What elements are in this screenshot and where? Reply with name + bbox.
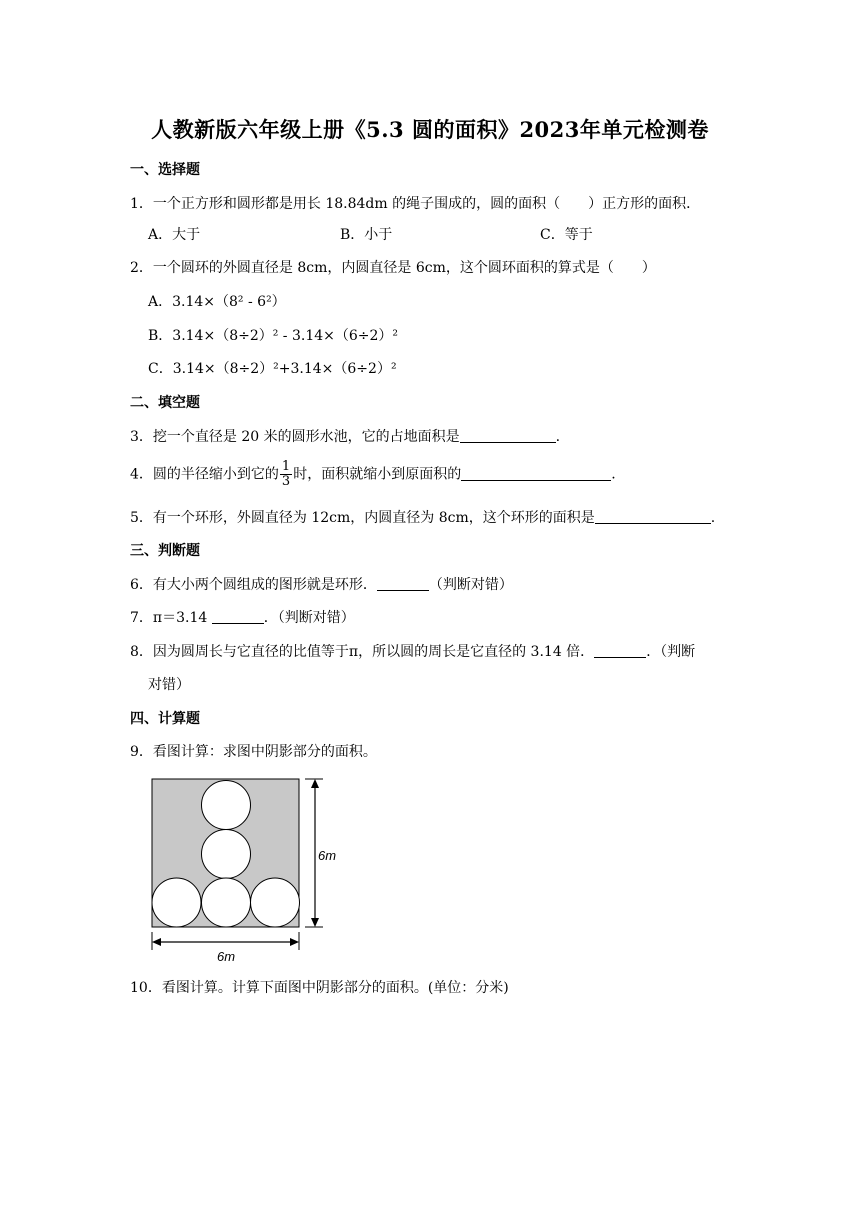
q1-option-a: A．大于 <box>148 227 201 243</box>
answer-blank[interactable] <box>212 609 264 624</box>
circle-middle <box>202 830 251 879</box>
answer-blank[interactable] <box>377 576 429 591</box>
answer-blank[interactable] <box>594 643 646 658</box>
answer-blank[interactable] <box>595 509 711 524</box>
section-heading-choice: 一、选择题 <box>130 162 200 178</box>
q5-end: . <box>710 510 716 526</box>
section-heading-fill: 二、填空题 <box>130 395 200 411</box>
q4-end: . <box>611 466 616 483</box>
circle-top <box>202 781 251 830</box>
q4-text: 4．圆的半径缩小到它的 <box>130 466 279 483</box>
circle-bottom-center <box>202 878 251 927</box>
q7-end: ．（判断对错） <box>263 610 355 626</box>
q4-text-2: 时，面积就缩小到原面积的 <box>293 466 462 483</box>
height-label: 6m <box>318 848 337 863</box>
section-heading-calc: 四、计算题 <box>130 711 200 727</box>
q2-option-c: C．3.14×（8÷2）²+3.14×（6÷2）² <box>148 361 397 377</box>
question-2: 2．一个圆环的外圆直径是 8cm，内圆直径是 6cm，这个圆环面积的算式是（ ） <box>130 260 656 276</box>
question-8 <box>130 642 695 662</box>
q1-option-c: C．等于 <box>540 227 593 243</box>
q8-text: 8．因为圆周长与它直径的比值等于π，所以圆的周长是它直径的 3.14 倍． <box>130 644 595 660</box>
answer-blank[interactable] <box>461 466 611 481</box>
q6-end: （判断对错） <box>428 577 513 593</box>
arrow-right-icon <box>290 938 299 946</box>
question-1: 1．一个正方形和圆形都是用长 18.84dm 的绳子围成的，圆的面积（ ）正方形的面积． <box>130 196 701 212</box>
question-6 <box>130 575 513 595</box>
q3-end: . <box>555 429 561 445</box>
q9-figure <box>145 772 365 967</box>
q7-text: 7．π＝3.14 <box>130 610 212 626</box>
q8-continuation: 对错） <box>148 677 190 693</box>
fraction-one-third: $\frac{1}{3}$ <box>281 459 291 489</box>
q8-end: ．（判断 <box>646 644 696 660</box>
arrow-up-icon <box>311 779 319 788</box>
circle-bottom-left <box>152 878 201 927</box>
arrow-down-icon <box>311 918 319 927</box>
question-9: 9．看图计算：求图中阴影部分的面积。 <box>130 744 377 760</box>
page-title: 人教新版六年级上册《5.3 圆的面积》2023年单元检测卷 <box>151 117 709 142</box>
answer-blank[interactable] <box>460 428 556 443</box>
q6-text: 6．有大小两个圆组成的图形就是环形． <box>130 577 377 593</box>
width-label: 6m <box>217 949 236 964</box>
q5-text: 5．有一个环形，外圆直径为 12cm，内圆直径为 8cm，这个环形的面积是 <box>130 510 595 526</box>
question-4 <box>130 460 616 489</box>
question-10: 10．看图计算。计算下面图中阴影部分的面积。(单位：分米) <box>130 980 509 996</box>
q1-option-b: B．小于 <box>340 227 393 243</box>
question-5 <box>130 508 715 528</box>
q3-text: 3．挖一个直径是 20 米的圆形水池，它的占地面积是 <box>130 429 460 445</box>
circle-bottom-right <box>251 878 300 927</box>
question-7 <box>130 608 355 628</box>
question-3 <box>130 427 560 447</box>
q2-option-b: B．3.14×（8÷2）² - 3.14×（6÷2）² <box>148 328 399 344</box>
arrow-left-icon <box>152 938 161 946</box>
q2-option-a: A．3.14×（8² - 6²） <box>148 294 286 310</box>
section-heading-judge: 三、判断题 <box>130 543 200 559</box>
